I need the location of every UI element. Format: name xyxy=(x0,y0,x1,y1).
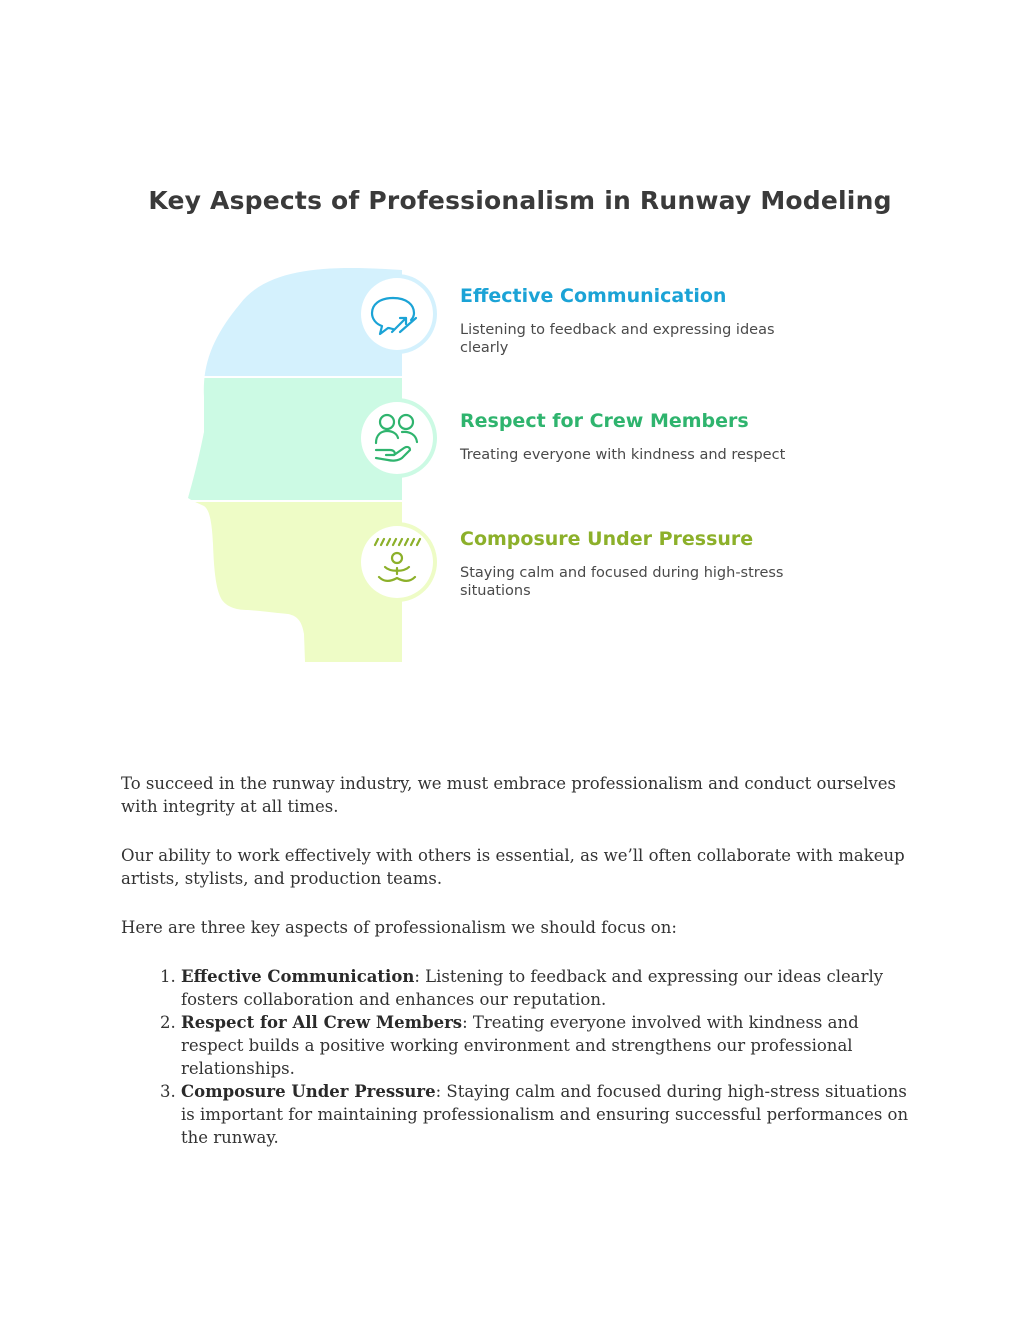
list-item xyxy=(181,965,911,1011)
list-item-term: Respect for All Crew Members xyxy=(181,1013,463,1032)
icon-circle-3 xyxy=(357,522,437,602)
aspect-title: Respect for Crew Members xyxy=(460,410,749,432)
paragraph: Our ability to work effectively with others is essential, as we’ll often collaborate with makeup artists, stylists, and production teams. xyxy=(121,846,905,888)
list-item-text: : Treating everyone involved with kindness and respect builds a positive working environment and strengthens our professional relationships. xyxy=(181,1013,859,1078)
list-item xyxy=(181,1011,911,1080)
icon-circle-1 xyxy=(357,274,437,354)
head-silhouette xyxy=(180,262,450,672)
aspect-description: Treating everyone with kindness and respect xyxy=(460,447,786,463)
list-item xyxy=(181,1080,911,1149)
icon-circle-2 xyxy=(357,398,437,478)
paragraph: To succeed in the runway industry, we must embrace professionalism and conduct ourselves with integrity at all times. xyxy=(121,774,896,816)
aspect-description: Staying calm and focused during high-stress situations xyxy=(460,565,784,599)
paragraph: Here are three key aspects of professionalism we should focus on: xyxy=(121,918,677,937)
aspect-title: Composure Under Pressure xyxy=(460,528,754,550)
aspects-list xyxy=(121,965,911,1149)
document-body xyxy=(121,772,911,1149)
aspect-item-respect xyxy=(460,410,860,464)
infographic-title: Key Aspects of Professionalism in Runway Modeling xyxy=(148,186,892,215)
list-item-term: Effective Communication xyxy=(181,967,415,986)
list-item-text: : Staying calm and focused during high-stress situations is important for maintaining professionalism and ensuring successful performances on the runway. xyxy=(181,1082,909,1147)
list-item-term: Composure Under Pressure xyxy=(181,1082,436,1101)
aspect-description: Listening to feedback and expressing ideas clearly xyxy=(460,322,775,356)
aspect-item-composure xyxy=(460,528,860,600)
aspect-title: Effective Communication xyxy=(460,285,727,307)
list-item-text: : Listening to feedback and expressing our ideas clearly fosters collaboration and enhances our reputation. xyxy=(181,967,884,1009)
aspect-item-communication xyxy=(460,285,860,357)
